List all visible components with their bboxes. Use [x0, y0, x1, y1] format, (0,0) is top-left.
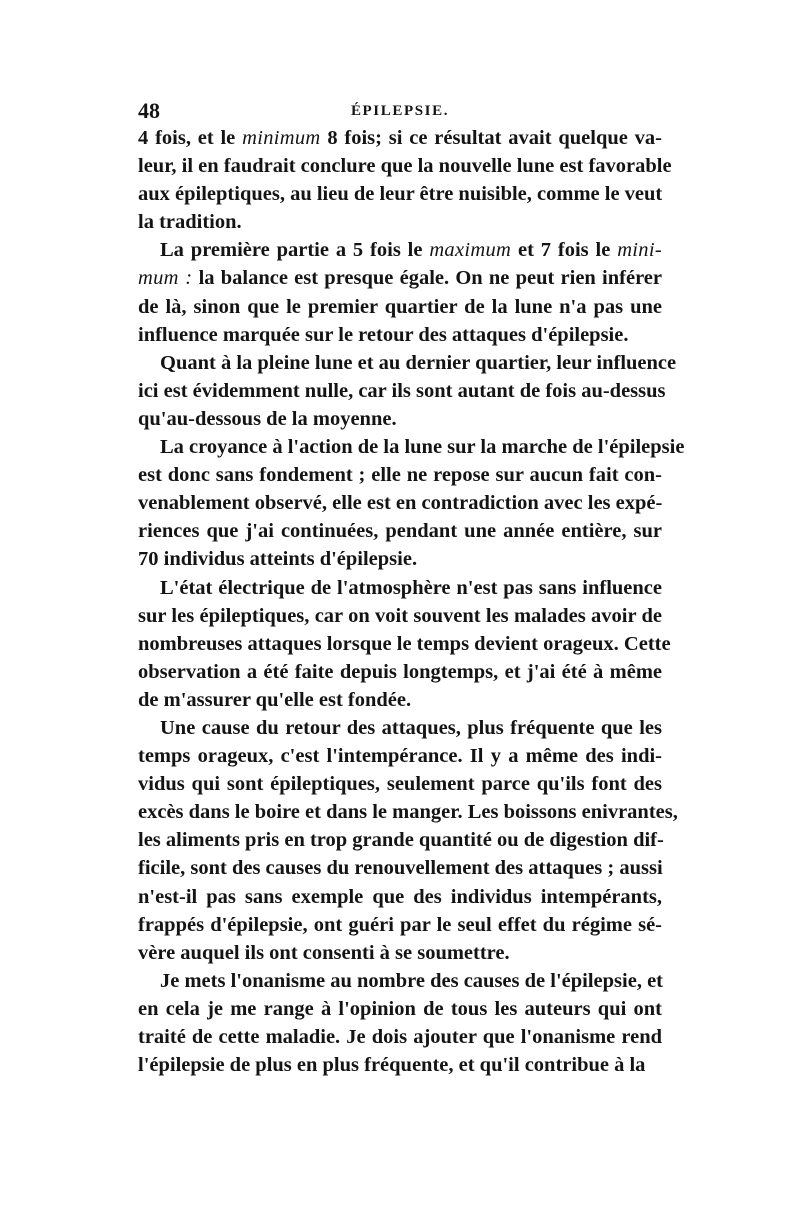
text-line — [138, 995, 662, 1023]
text-line — [138, 489, 662, 517]
paragraph — [138, 236, 662, 348]
text-segment: ficile, sont des causes du renouvellement des attaques ; aussi — [138, 857, 663, 880]
italic-term: maximum — [429, 239, 512, 262]
italic-term: mum : — [138, 267, 193, 290]
text-segment: ici est évidemment nulle, car ils sont autant de fois au-dessus — [138, 379, 666, 402]
text-line — [138, 517, 662, 545]
paragraph — [138, 967, 662, 1079]
text-line — [138, 854, 662, 882]
text-segment: observation a été faite depuis longtemps, et j'ai été à même — [138, 660, 662, 683]
text-segment: leur, il en faudrait conclure que la nouvelle lune est favorable — [138, 155, 672, 178]
text-line — [138, 574, 662, 602]
text-segment: temps orageux, c'est l'intempérance. Il y a même des indi- — [138, 745, 662, 768]
text-line — [138, 714, 662, 742]
text-segment: frappés d'épilepsie, ont guéri par le seul effet du régime sé- — [138, 913, 662, 936]
paragraph — [138, 349, 677, 433]
running-title: ÉPILEPSIE. — [350, 103, 450, 119]
text-line — [138, 236, 662, 264]
italic-term: mini- — [617, 239, 662, 262]
text-line — [138, 967, 662, 995]
text-line — [138, 602, 662, 630]
text-line — [138, 377, 666, 405]
text-segment: influence marquée sur le retour des attaques d'épilepsie. — [138, 323, 629, 346]
text-line — [138, 545, 662, 573]
page-number: 48 — [138, 98, 160, 123]
text-segment: la balance est presque égale. On ne peut rien inférer — [192, 267, 662, 290]
text-segment: sur les épileptiques, car on voit souvent les malades avoir de — [138, 604, 662, 627]
paragraph — [138, 124, 672, 236]
paragraph — [138, 433, 685, 573]
text-line — [138, 911, 662, 939]
text-segment: qu'au-dessous de la moyenne. — [138, 407, 397, 430]
text-segment: la tradition. — [138, 211, 242, 234]
text-line — [138, 939, 662, 967]
text-line — [138, 293, 662, 321]
italic-term: minimum — [242, 127, 321, 149]
text-line — [138, 321, 662, 349]
text-segment: Quant à la pleine lune et au dernier quartier, leur influence — [160, 351, 677, 374]
text-line — [138, 124, 662, 152]
text-segment: nombreuses attaques lorsque le temps devient orageux. Cette — [138, 632, 671, 655]
text-line — [138, 826, 662, 854]
text-segment: en cela je me range à l'opinion de tous les auteurs qui ont — [138, 997, 662, 1020]
text-line — [138, 770, 662, 798]
text-line — [138, 630, 671, 658]
text-segment: riences que j'ai continuées, pendant une année entière, sur — [138, 520, 662, 543]
running-head — [138, 96, 662, 126]
text-segment: les aliments pris en trop grande quantité ou de digestion dif- — [138, 829, 664, 852]
text-segment: Une cause du retour des attaques, plus fréquente que les — [160, 716, 662, 739]
text-line — [138, 264, 662, 292]
text-line — [138, 461, 662, 489]
paragraph — [138, 714, 678, 967]
text-segment: traité de cette maladie. Je dois ajouter que l'onanisme rend — [138, 1026, 662, 1048]
text-line — [138, 349, 677, 377]
text-segment: excès dans le boire et dans le manger. Les boissons enivrantes, — [138, 801, 678, 824]
text-line — [138, 883, 662, 911]
text-line — [138, 180, 662, 208]
text-segment: venablement observé, elle est en contradiction avec les expé- — [138, 492, 663, 515]
paragraph — [138, 574, 671, 714]
text-segment: aux épileptiques, au lieu de leur être nuisible, comme le veut — [138, 183, 663, 206]
text-line — [138, 1023, 662, 1051]
text-segment: est donc sans fondement ; elle ne repose sur aucun fait con- — [138, 464, 662, 487]
text-segment: 70 individus atteints d'épilepsie. — [138, 548, 418, 571]
text-line — [138, 1051, 662, 1079]
text-segment: vère auquel ils ont consenti à se soumettre. — [138, 941, 510, 964]
text-segment: La première partie a 5 fois le — [160, 239, 430, 262]
text-line — [138, 152, 672, 180]
text-line — [138, 686, 662, 714]
text-segment: 8 fois; si ce résultat avait quelque va- — [320, 127, 662, 149]
text-segment: et 7 fois le — [511, 239, 618, 262]
text-line — [138, 405, 662, 433]
text-line — [138, 742, 662, 770]
text-segment: L'état électrique de l'atmosphère n'est pas sans influence — [160, 576, 662, 599]
text-line — [138, 658, 662, 686]
text-segment: vidus qui sont épileptiques, seulement parce qu'ils font des — [138, 773, 662, 796]
body-text — [138, 124, 685, 1079]
text-segment: 4 fois, et le — [138, 127, 243, 149]
text-line — [138, 208, 662, 236]
text-line — [138, 433, 685, 461]
text-segment: Je mets l'onanisme au nombre des causes de l'épilepsie, et — [160, 969, 663, 992]
text-line — [138, 798, 678, 826]
text-segment: n'est-il pas sans exemple que des individus intempérants, — [138, 885, 662, 908]
text-segment: l'épilepsie de plus en plus fréquente, et qu'il contribue à la — [138, 1054, 646, 1077]
text-segment: La croyance à l'action de la lune sur la marche de l'épilepsie — [160, 436, 685, 459]
text-segment: de m'assurer qu'elle est fondée. — [138, 688, 412, 711]
text-segment: de là, sinon que le premier quartier de la lune n'a pas une — [138, 295, 662, 318]
